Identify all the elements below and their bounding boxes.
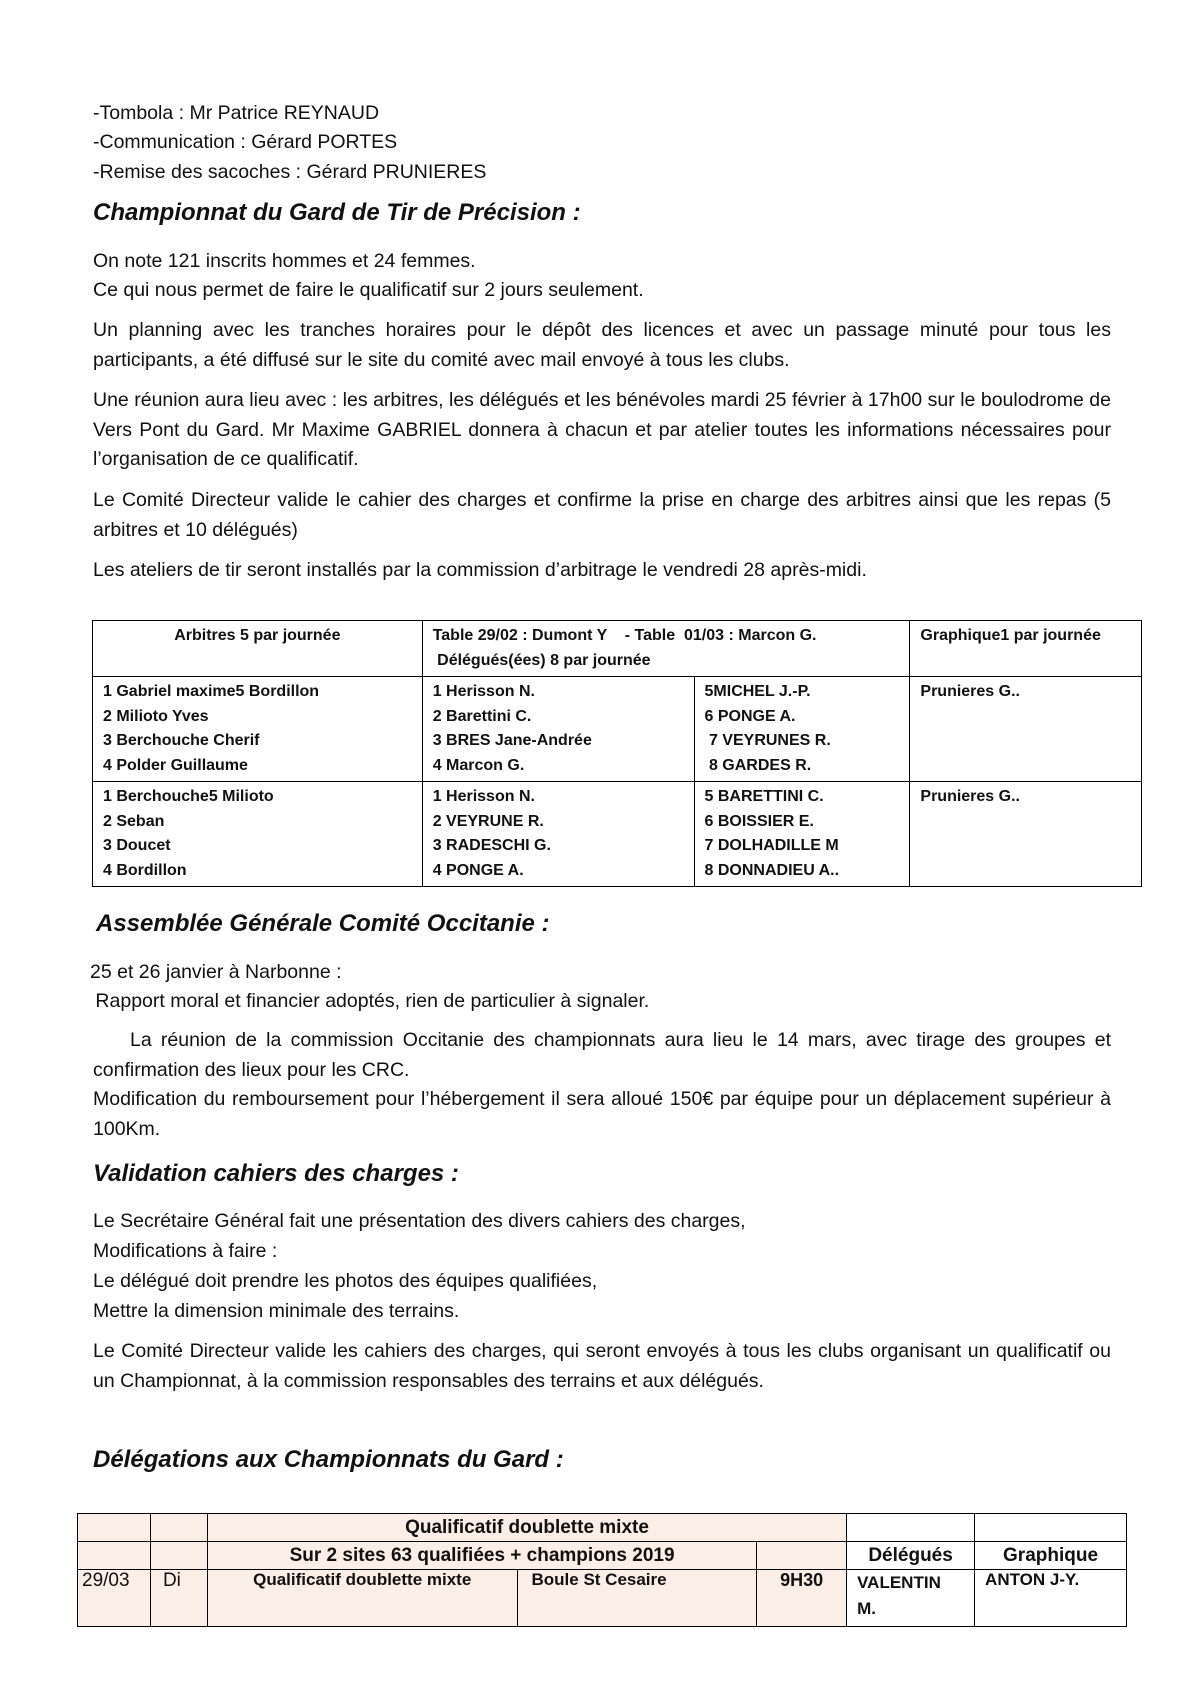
list-item: 2 Milioto Yves xyxy=(103,707,209,725)
graphique-cell: Prunieres G.. xyxy=(910,782,1142,887)
list-item: 8 DONNADIEU A.. xyxy=(704,861,840,879)
list-item: 2 VEYRUNE R. xyxy=(432,812,544,830)
list-item: 7 DOLHADILLE M xyxy=(704,837,839,854)
list-item: 4 Marcon G. xyxy=(432,756,525,774)
empty-cell xyxy=(78,1542,151,1570)
day-cell: Di xyxy=(150,1570,207,1627)
header-graphique: Graphique1 par journée xyxy=(910,621,1142,677)
table-subtitle: Sur 2 sites 63 qualifiées + champions 2019 xyxy=(207,1542,756,1570)
time-cell: 9H30 xyxy=(757,1570,847,1627)
delegues-cell-a xyxy=(422,782,694,887)
list-item: 5 BARETTINI C. xyxy=(704,788,824,805)
section-title-championnat: Championnat du Gard de Tir de Précision : xyxy=(93,199,581,226)
list-item: 4 Polder Guillaume xyxy=(103,756,248,774)
text-line: 25 et 26 janvier à Narbonne : xyxy=(90,961,342,983)
list-item: 8 GARDES R. xyxy=(704,756,812,774)
list-item: 1 Herisson N. xyxy=(432,683,535,700)
table-title-row xyxy=(78,1514,1127,1542)
graphique-cell: Prunieres G.. xyxy=(910,677,1142,782)
delegue-cell xyxy=(847,1570,975,1627)
paragraph-reunion: Une réunion aura lieu avec : les arbitres, les délégués et les bénévoles mardi 25 février à 17h00 sur le boulodrome de Vers Pont du Gard. Mr Maxime GABRIEL donnera à chacun et par atelier toutes les informations nécessaires pour l’organisation de ce qualificatif. xyxy=(93,389,1111,470)
paragraph-cahier: Le Comité Directeur valide le cahier des charges et confirme la prise en charge des arbitres ainsi que les repas (5 arbitres et 10 délégués) xyxy=(93,489,1111,541)
delegue-name: VALENTIN xyxy=(857,1573,941,1592)
empty-cell xyxy=(757,1542,847,1570)
paragraph-cahiers: Le Comité Directeur valide les cahiers des charges, qui seront envoyés à tous les clubs organisant un qualificatif ou un Championnat, à la commission responsables des terrains et aux délégués. xyxy=(93,1340,1111,1392)
table-subtitle-row xyxy=(78,1542,1127,1570)
arbitres-table xyxy=(92,620,1142,887)
empty-cell xyxy=(150,1542,207,1570)
paragraph-remboursement: Modification du remboursement pour l’hébergement il sera alloué 150€ par équipe pour un déplacement supérieur à 100Km. xyxy=(93,1088,1111,1140)
event-cell: Qualificatif doublette mixte xyxy=(207,1570,517,1627)
list-item: 3 Berchouche Cherif xyxy=(103,732,260,749)
list-item: 6 PONGE A. xyxy=(704,707,796,725)
delegue-initial: M. xyxy=(857,1599,876,1618)
section-title-assemblee: Assemblée Générale Comité Occitanie : xyxy=(96,910,550,937)
table-row xyxy=(93,677,1142,782)
top-line-sacoches: -Remise des sacoches : Gérard PRUNIERES xyxy=(93,161,487,183)
section-title-validation: Validation cahiers des charges : xyxy=(93,1160,459,1187)
delegations-table xyxy=(77,1513,1127,1627)
date-cell: 29/03 xyxy=(78,1570,151,1627)
text-line: On note 121 inscrits hommes et 24 femmes. xyxy=(93,250,476,272)
list-item: 4 PONGE A. xyxy=(432,861,524,879)
text-line: Rapport moral et financier adoptés, rien de particulier à signaler. xyxy=(90,990,650,1012)
list-item: 6 BOISSIER E. xyxy=(704,812,814,830)
paragraph-ateliers: Les ateliers de tir seront installés par la commission d’arbitrage le vendredi 28 après-midi. xyxy=(93,559,867,581)
arbitres-cell xyxy=(93,677,423,782)
header-delegues-line: Délégués(ées) 8 par journée xyxy=(432,651,651,669)
graphique-cell: ANTON J-Y. xyxy=(975,1570,1127,1627)
empty-cell xyxy=(78,1514,151,1542)
list-item: 5MICHEL J.-P. xyxy=(704,683,811,700)
list-item: 3 Doucet xyxy=(103,837,171,854)
list-item: 1 Herisson N. xyxy=(432,788,535,805)
list-item: 2 Barettini C. xyxy=(432,707,532,725)
list-item: 3 BRES Jane-Andrée xyxy=(432,732,592,749)
arbitres-cell xyxy=(93,782,423,887)
paragraph-planning: Un planning avec les tranches horaires pour le dépôt des licences et avec un passage minuté pour tous les participants, a été diffusé sur le site du comité avec mail envoyé à tous les clubs. xyxy=(93,319,1111,371)
empty-cell xyxy=(847,1514,975,1542)
header-delegues: Délégués xyxy=(847,1542,975,1570)
delegues-cell-b xyxy=(694,677,910,782)
list-item: 7 VEYRUNES R. xyxy=(704,732,831,749)
place-cell: Boule St Cesaire xyxy=(517,1570,757,1627)
header-table-delegues xyxy=(422,621,910,677)
top-line-communication: -Communication : Gérard PORTES xyxy=(93,131,398,153)
section-title-delegations: Délégations aux Championnats du Gard : xyxy=(93,1446,564,1473)
top-line-tombola: -Tombola : Mr Patrice REYNAUD xyxy=(93,102,380,124)
paragraph-commission: La réunion de la commission Occitanie des championnats aura lieu le 14 mars, avec tirage des groupes et confirmation des lieux pour les CRC. xyxy=(93,1029,1111,1081)
list-item: 1 Gabriel maxime5 Bordillon xyxy=(103,683,320,700)
delegues-cell-b xyxy=(694,782,910,887)
text-line: Le délégué doit prendre les photos des équipes qualifiées, xyxy=(93,1270,598,1292)
text-line: Modifications à faire : xyxy=(93,1240,278,1262)
text-line: Ce qui nous permet de faire le qualificatif sur 2 jours seulement. xyxy=(93,279,644,301)
list-item: 2 Seban xyxy=(103,812,165,830)
table-row xyxy=(93,782,1142,887)
list-item: 3 RADESCHI G. xyxy=(432,837,551,854)
header-table-line: Table 29/02 : Dumont Y - Table 01/03 : Marcon G. xyxy=(432,627,817,644)
text-line: Mettre la dimension minimale des terrains. xyxy=(93,1300,460,1322)
delegues-cell-a xyxy=(422,677,694,782)
table-row xyxy=(78,1570,1127,1627)
header-graphique: Graphique xyxy=(975,1542,1127,1570)
table-title: Qualificatif doublette mixte xyxy=(207,1514,846,1542)
header-arbitres: Arbitres 5 par journée xyxy=(93,621,423,677)
list-item: 4 Bordillon xyxy=(103,861,187,879)
list-item: 1 Berchouche5 Milioto xyxy=(103,788,274,805)
empty-cell xyxy=(975,1514,1127,1542)
empty-cell xyxy=(150,1514,207,1542)
text-line: Le Secrétaire Général fait une présentation des divers cahiers des charges, xyxy=(93,1210,746,1232)
table-header-row xyxy=(93,621,1142,677)
